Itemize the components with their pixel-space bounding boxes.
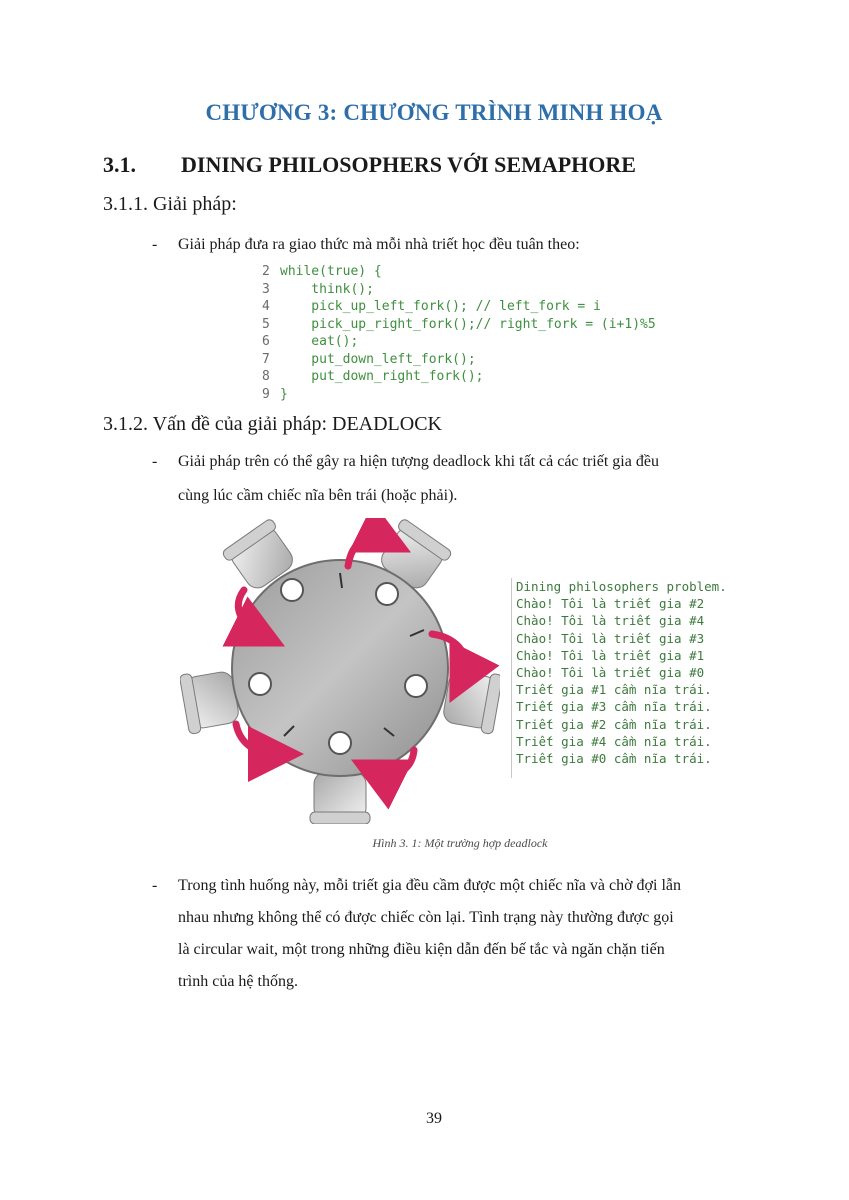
console-line: Chào! Tôi là triết gia #0 — [516, 665, 705, 681]
code-text: while(true) { — [280, 264, 382, 279]
code-text: put_down_right_fork(); — [280, 369, 484, 384]
bullet-text: Giải pháp đưa ra giao thức mà mỗi nhà triết học đều tuân theo: — [178, 236, 580, 253]
console-line: Triết gia #4 cầm nĩa trái. — [516, 733, 712, 749]
code-text: } — [280, 386, 288, 402]
subsection-heading-solution: 3.1.1. Giải pháp: — [103, 193, 237, 215]
plate — [329, 732, 351, 754]
dining-table-illustration — [180, 518, 500, 824]
bullet-dash: - — [152, 877, 158, 894]
chair-bottom — [310, 772, 370, 824]
plate — [281, 579, 303, 601]
console-line: Chào! Tôi là triết gia #1 — [516, 647, 705, 663]
line-number: 3 — [262, 281, 270, 297]
plate — [249, 673, 271, 695]
page-number: 39 — [426, 1110, 442, 1127]
code-text: pick_up_right_fork();// right_fork = (i+1)%5 — [280, 316, 656, 332]
code-line — [262, 368, 656, 386]
code-line — [262, 351, 656, 369]
console-line: Chào! Tôi là triết gia #4 — [516, 613, 705, 629]
console-line: Triết gia #1 cầm nĩa trái. — [516, 682, 712, 698]
bullet-text-line-4: trình của hệ thống. — [178, 973, 298, 990]
console-line: Triết gia #0 cầm nĩa trái. — [516, 751, 712, 767]
code-text: pick_up_left_fork(); // left_fork = i — [280, 299, 601, 314]
code-text: eat(); — [280, 334, 359, 349]
line-number: 5 — [262, 316, 270, 332]
bullet-text-line-1: Giải pháp trên có thể gây ra hiện tượng deadlock khi tất cả các triết gia đều — [178, 453, 659, 470]
line-number: 7 — [262, 351, 270, 367]
chair-right — [441, 666, 500, 734]
chapter-title: CHƯƠNG 3: CHƯƠNG TRÌNH MINH HOẠ — [205, 100, 663, 125]
code-line — [262, 298, 656, 316]
bullet-text-line-2: cùng lúc cầm chiếc nĩa bên trái (hoặc phải). — [178, 487, 458, 504]
code-snippet — [262, 263, 656, 403]
bullet-text-line-1: Trong tình huống này, mỗi triết gia đều cầm được một chiếc nĩa và chờ đợi lẫn — [178, 877, 681, 894]
plate — [376, 583, 398, 605]
bullet-dash: - — [152, 453, 158, 470]
code-line — [262, 316, 656, 334]
bullet-dash: - — [152, 236, 158, 253]
console-line: Chào! Tôi là triết gia #3 — [516, 630, 705, 646]
line-number: 4 — [262, 299, 270, 314]
section-title: DINING PHILOSOPHERS VỚI SEMAPHORE — [181, 152, 636, 177]
code-text: think(); — [280, 281, 374, 297]
code-line — [262, 281, 656, 299]
console-line: Chào! Tôi là triết gia #2 — [516, 596, 705, 612]
line-number: 2 — [262, 264, 270, 279]
code-line — [262, 333, 656, 351]
code-line — [262, 386, 656, 404]
console-output — [511, 578, 746, 778]
figure-caption: Hình 3. 1: Một trường hợp deadlock — [372, 836, 548, 850]
line-number: 8 — [262, 369, 270, 384]
code-text: put_down_left_fork(); — [280, 351, 476, 367]
console-line: Triết gia #3 cầm nĩa trái. — [516, 699, 712, 715]
console-line: Dining philosophers problem. — [516, 579, 727, 594]
section-heading — [103, 152, 636, 178]
plate — [405, 675, 427, 697]
line-number: 6 — [262, 334, 270, 349]
subsection-heading-deadlock: 3.1.2. Vấn đề của giải pháp: DEADLOCK — [103, 413, 443, 435]
bullet-text-line-2: nhau nhưng không thể có được chiếc còn lại. Tình trạng này thường được gọi — [178, 909, 674, 926]
line-number: 9 — [262, 386, 270, 402]
section-number: 3.1. — [103, 152, 136, 177]
console-line: Triết gia #2 cầm nĩa trái. — [516, 716, 712, 732]
bullet-text-line-3: là circular wait, một trong những điều kiện dẫn đến bế tắc và ngăn chặn tiến — [178, 941, 665, 958]
code-line — [262, 263, 656, 281]
